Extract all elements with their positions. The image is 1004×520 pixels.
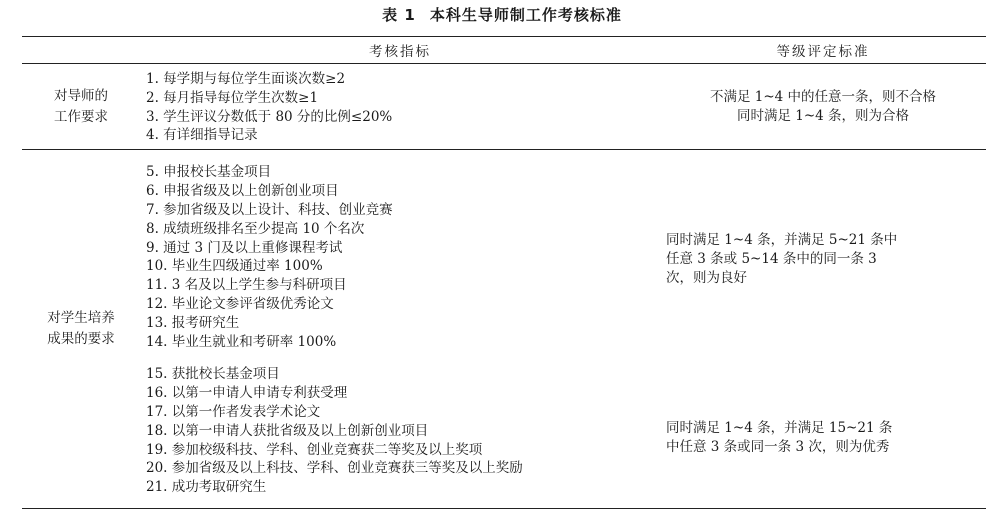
standard-excellent <box>660 368 986 508</box>
standard-line: 同时满足 1~4 条，并满足 15~21 条 <box>666 420 893 437</box>
indicator-item: 4. 有详细指导记录 <box>146 127 258 144</box>
table-row <box>22 150 986 509</box>
standard-cell <box>660 64 986 150</box>
indicator-item: 18. 以第一申请人获批省级及以上创新创业项目 <box>146 422 429 439</box>
indicator-item: 10. 毕业生四级通过率 100% <box>146 258 323 275</box>
category-line: 对学生培养 <box>47 310 115 327</box>
indicator-item: 8. 成绩班级排名至少提高 10 个名次 <box>146 220 365 237</box>
indicator-item: 17. 以第一作者发表学术论文 <box>146 403 321 420</box>
table-number: 表 1 <box>382 6 416 24</box>
group-spacer <box>146 351 660 365</box>
indicator-item: 3. 学生评议分数低于 80 分的比例≤20% <box>146 108 393 125</box>
category-cell <box>22 64 140 150</box>
standard-line: 中任意 3 条或同一条 3 次，则为优秀 <box>666 439 890 456</box>
table-row <box>22 64 986 150</box>
header-indicator: 考核指标 <box>140 37 660 64</box>
indicator-item: 1. 每学期与每位学生面谈次数≥2 <box>146 71 346 87</box>
standard-line: 任意 3 条或 5~14 条中的同一条 3 <box>666 250 877 267</box>
indicator-item: 21. 成功考取研究生 <box>146 479 267 496</box>
indicator-item: 6. 申报省级及以上创新创业项目 <box>146 183 339 200</box>
assessment-table <box>22 36 986 509</box>
category-line: 工作要求 <box>54 108 108 125</box>
indicator-item: 9. 通过 3 门及以上重修课程考试 <box>146 239 343 256</box>
indicator-item: 7. 参加省级及以上设计、科技、创业竞赛 <box>146 202 393 218</box>
indicator-item: 15. 获批校长基金项目 <box>146 366 280 383</box>
indicator-item: 20. 参加省级及以上科技、学科、创业竞赛获三等奖及以上奖励 <box>146 460 523 477</box>
indicator-item: 12. 毕业论文参评省级优秀论文 <box>146 295 334 312</box>
standard-line: 同时满足 1~4 条，并满足 5~21 条中 <box>666 231 898 248</box>
category-cell <box>22 150 140 509</box>
standard-line: 次，则为良好 <box>666 269 747 286</box>
header-standard: 等级评定标准 <box>660 37 986 64</box>
indicator-item: 14. 毕业生就业和考研率 100% <box>146 333 337 350</box>
category-line: 对导师的 <box>54 87 108 104</box>
standard-line: 同时满足 1~4 条，则为合格 <box>736 107 910 124</box>
standard-good <box>660 150 986 368</box>
indicator-item: 19. 参加校级科技、学科、创业竞赛获二等奖及以上奖项 <box>146 441 483 458</box>
indicator-cell <box>140 64 660 150</box>
indicator-item: 2. 每月指导每位学生次数≥1 <box>146 89 319 106</box>
table-caption <box>0 4 1004 26</box>
indicator-item: 16. 以第一申请人申请专利获受理 <box>146 385 348 402</box>
indicator-item: 13. 报考研究生 <box>146 314 240 331</box>
category-line: 成果的要求 <box>47 331 115 348</box>
indicator-cell <box>140 150 660 509</box>
table-header-row <box>22 37 986 64</box>
header-category <box>22 37 140 64</box>
indicator-item: 5. 申报校长基金项目 <box>146 164 272 181</box>
standard-cell <box>660 150 986 509</box>
indicator-item: 11. 3 名及以上学生参与科研项目 <box>146 277 347 294</box>
standard-line: 不满足 1~4 中的任意一条，则不合格 <box>709 88 937 105</box>
table-title: 本科生导师制工作考核标准 <box>429 6 622 24</box>
